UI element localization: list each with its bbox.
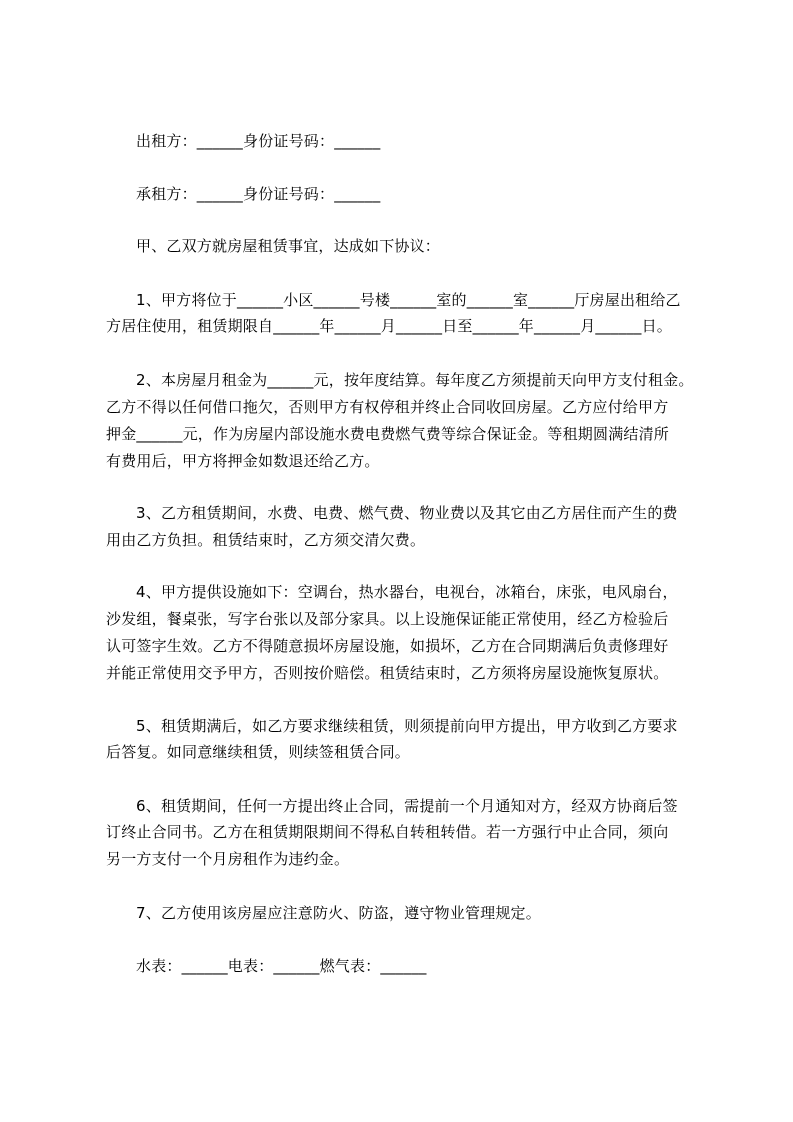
clause-6-line-3: 另一方支付一个月房租作为违约金。 (106, 850, 350, 868)
clause-2-line-3: 押金______元，作为房屋内部设施水费电费燃气费等综合保证金。等租期圆满结清所 (106, 425, 670, 443)
clause-3-line-2: 用由乙方负担。租赁结束时，乙方须交清欠费。 (106, 531, 426, 549)
lessor-line: 出租方：______身份证号码：______ (136, 132, 381, 150)
clause-1-line-2: 方居住使用，租赁期限自______年______月______日至______年______月______日。 (106, 317, 673, 335)
clause-4-line-4: 并能正常使用交予甲方，否则按价赔偿。租赁结束时，乙方须将房屋设施恢复原状。 (106, 664, 669, 682)
clause-2-line-1: 2、本房屋月租金为______元，按年度结算。每年度乙方须提前天向甲方支付租金。 (136, 371, 694, 389)
clause-5-line-1: 5、租赁期满后，如乙方要求继续租赁，则须提前向甲方提出，甲方收到乙方要求 (136, 717, 678, 735)
agreement-intro: 甲、乙双方就房屋租赁事宜，达成如下协议： (136, 237, 441, 255)
clause-4-line-3: 认可签字生效。乙方不得随意损坏房屋设施，如损坏，乙方在合同期满后负责修理好 (106, 637, 669, 655)
clause-6-line-2: 订终止合同书。乙方在租赁期限期间不得私自转租转借。若一方强行中止合同，须向 (106, 823, 669, 841)
clause-4-line-1: 4、甲方提供设施如下：空调台，热水器台，电视台，冰箱台，床张，电风扇台， (136, 583, 678, 601)
clause-7-line-1: 7、乙方使用该房屋应注意防火、防盗，遵守物业管理规定。 (136, 904, 541, 922)
clause-6-line-1: 6、租赁期间，任何一方提出终止合同，需提前一个月通知对方，经双方协商后签 (136, 797, 678, 815)
clause-5-line-2: 后答复。如同意继续租赁，则续签租赁合同。 (106, 743, 411, 761)
clause-2-line-2: 乙方不得以任何借口拖欠，否则甲方有权停租并终止合同收回房屋。乙方应付给甲方 (106, 398, 669, 416)
meters-line: 水表：______电表：______燃气表：______ (136, 957, 427, 975)
clause-3-line-1: 3、乙方租赁期间，水费、电费、燃气费、物业费以及其它由乙方居住而产生的费 (136, 504, 678, 522)
clause-1-line-1: 1、甲方将位于______小区______号楼______室的______室______厅房屋出租给乙 (136, 291, 681, 309)
clause-4-line-2: 沙发组，餐桌张，写字台张以及部分家具。以上设施保证能正常使用，经乙方检验后 (106, 610, 669, 628)
clause-2-line-4: 有费用后，甲方将押金如数退还给乙方。 (106, 452, 380, 470)
lessee-line: 承租方：______身份证号码：______ (136, 185, 381, 203)
